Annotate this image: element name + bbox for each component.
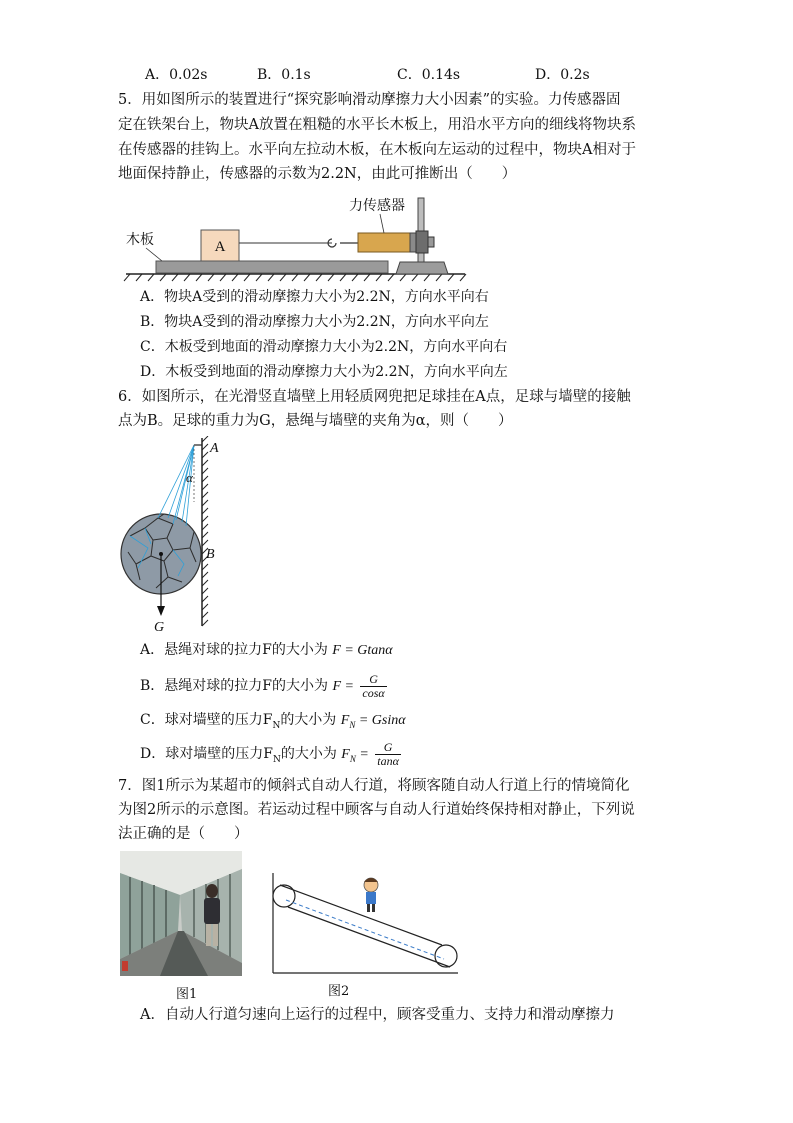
block-a-label: A: [214, 239, 226, 255]
q6-option-d-fraction: [375, 741, 401, 768]
q5-option-b: B．物块A受到的滑动摩擦力大小为2.2N，方向水平向左: [140, 314, 489, 330]
q6-option-c-formula: F: [340, 713, 350, 728]
fraction-denominator: tanα: [377, 753, 399, 768]
force-sensor-label: 力传感器: [349, 199, 405, 214]
q6-option-b-fraction: [360, 673, 386, 700]
q6-stem-line: 6．如图所示，在光滑竖直墙壁上用轻质网兜把足球挂在A点，足球与墙壁的接触: [118, 389, 631, 405]
angle-alpha-label: α: [186, 470, 193, 485]
q6-football-on-wall-figure: [118, 436, 233, 636]
point-b-label: B: [206, 547, 215, 562]
fraction-numerator: G: [383, 739, 393, 754]
q6-option-a-formula: F = Gtanα: [332, 643, 393, 658]
q6-option-d: [140, 739, 403, 775]
point-a-label: A: [210, 441, 219, 456]
force-sensor: [358, 233, 410, 252]
q7-stem-line: 为图2所示的示意图。若运动过程中顾客与自动人行道始终保持相对静止，下列说: [118, 802, 635, 818]
q7-stem-line: 7．图1所示为某超市的倾斜式自动人行道，将顾客随自动人行道上行的情境简化: [118, 778, 630, 794]
wooden-board: [156, 261, 388, 273]
lower-roller: [435, 945, 457, 967]
fig2-walkway-schematic: [268, 870, 462, 976]
q6-option-c: [140, 709, 406, 737]
q6-option-a-text: A．悬绳对球的拉力F的大小为: [140, 642, 328, 658]
gravity-label: G: [154, 620, 165, 635]
subscript: N: [349, 719, 356, 730]
q7-stem-line: 法正确的是（ ）: [118, 826, 249, 842]
q4-option-b: B．0.1s: [257, 67, 311, 83]
q5-friction-apparatus-figure: [118, 188, 473, 283]
q5-stem-line: 定在铁架台上，物块A放置在粗糙的水平长木板上，用沿水平方向的细线将物块系: [118, 117, 636, 133]
fraction-numerator: G: [369, 671, 378, 686]
q6-option-d-lhs: F: [341, 747, 350, 762]
customer-figure: [364, 878, 378, 912]
q6-option-b-text: B．悬绳对球的拉力F的大小为: [140, 678, 329, 694]
q4-option-d: D．0.2s: [535, 67, 590, 83]
board-label: 木板: [126, 233, 154, 248]
fig1-caption: 图1: [176, 987, 198, 1002]
fig2-caption: 图2: [328, 984, 350, 999]
q6-option-b: [140, 671, 389, 702]
q6-option-d-text-2: 的大小为: [280, 746, 337, 762]
q5-stem-line: 5．用如图所示的装置进行“探究影响滑动摩擦力大小因素”的实验。力传感器固: [118, 92, 621, 108]
q6-option-c-text: C．球对墙壁的压力F: [140, 712, 273, 728]
q6-option-a: [140, 639, 393, 662]
q5-stem-line: 地面保持静止，传感器的示数为2.2N，由此可推断出（ ）: [118, 166, 517, 182]
q7-option-a: A．自动人行道匀速向上运行的过程中，顾客受重力、支持力和滑动摩擦力: [140, 1007, 615, 1023]
equals-sign: =: [355, 747, 369, 762]
q4-option-c: C．0.14s: [397, 67, 461, 83]
q5-option-a: A．物块A受到的滑动摩擦力大小为2.2N，方向水平向右: [140, 289, 489, 305]
subscript: N: [272, 720, 281, 731]
q5-option-c: C．木板受到地面的滑动摩擦力大小为2.2N，方向水平向右: [140, 339, 508, 355]
subscript: N: [272, 754, 281, 765]
q6-stem-line: 点为B。足球的重力为G，悬绳与墙壁的夹角为α，则（ ）: [118, 413, 513, 429]
q6-option-b-lhs: F =: [332, 679, 354, 694]
fig1-walkway-photo: [120, 851, 242, 976]
q5-stem-line: 在传感器的挂钩上。水平向左拉动木板，在木板向左运动的过程中，物块A相对于: [118, 142, 636, 158]
fraction-denominator: cosα: [362, 685, 385, 700]
q4-option-a: A．0.02s: [145, 67, 208, 83]
q6-option-c-text-2: 的大小为: [280, 712, 337, 728]
subscript: N: [349, 753, 356, 764]
q6-option-c-formula-rhs: = Gsinα: [355, 713, 406, 728]
q6-option-d-text: D．球对墙壁的压力F: [140, 746, 273, 762]
upper-roller: [273, 885, 295, 907]
q5-option-d: D．木板受到地面的滑动摩擦力大小为2.2N，方向水平向左: [140, 364, 508, 380]
